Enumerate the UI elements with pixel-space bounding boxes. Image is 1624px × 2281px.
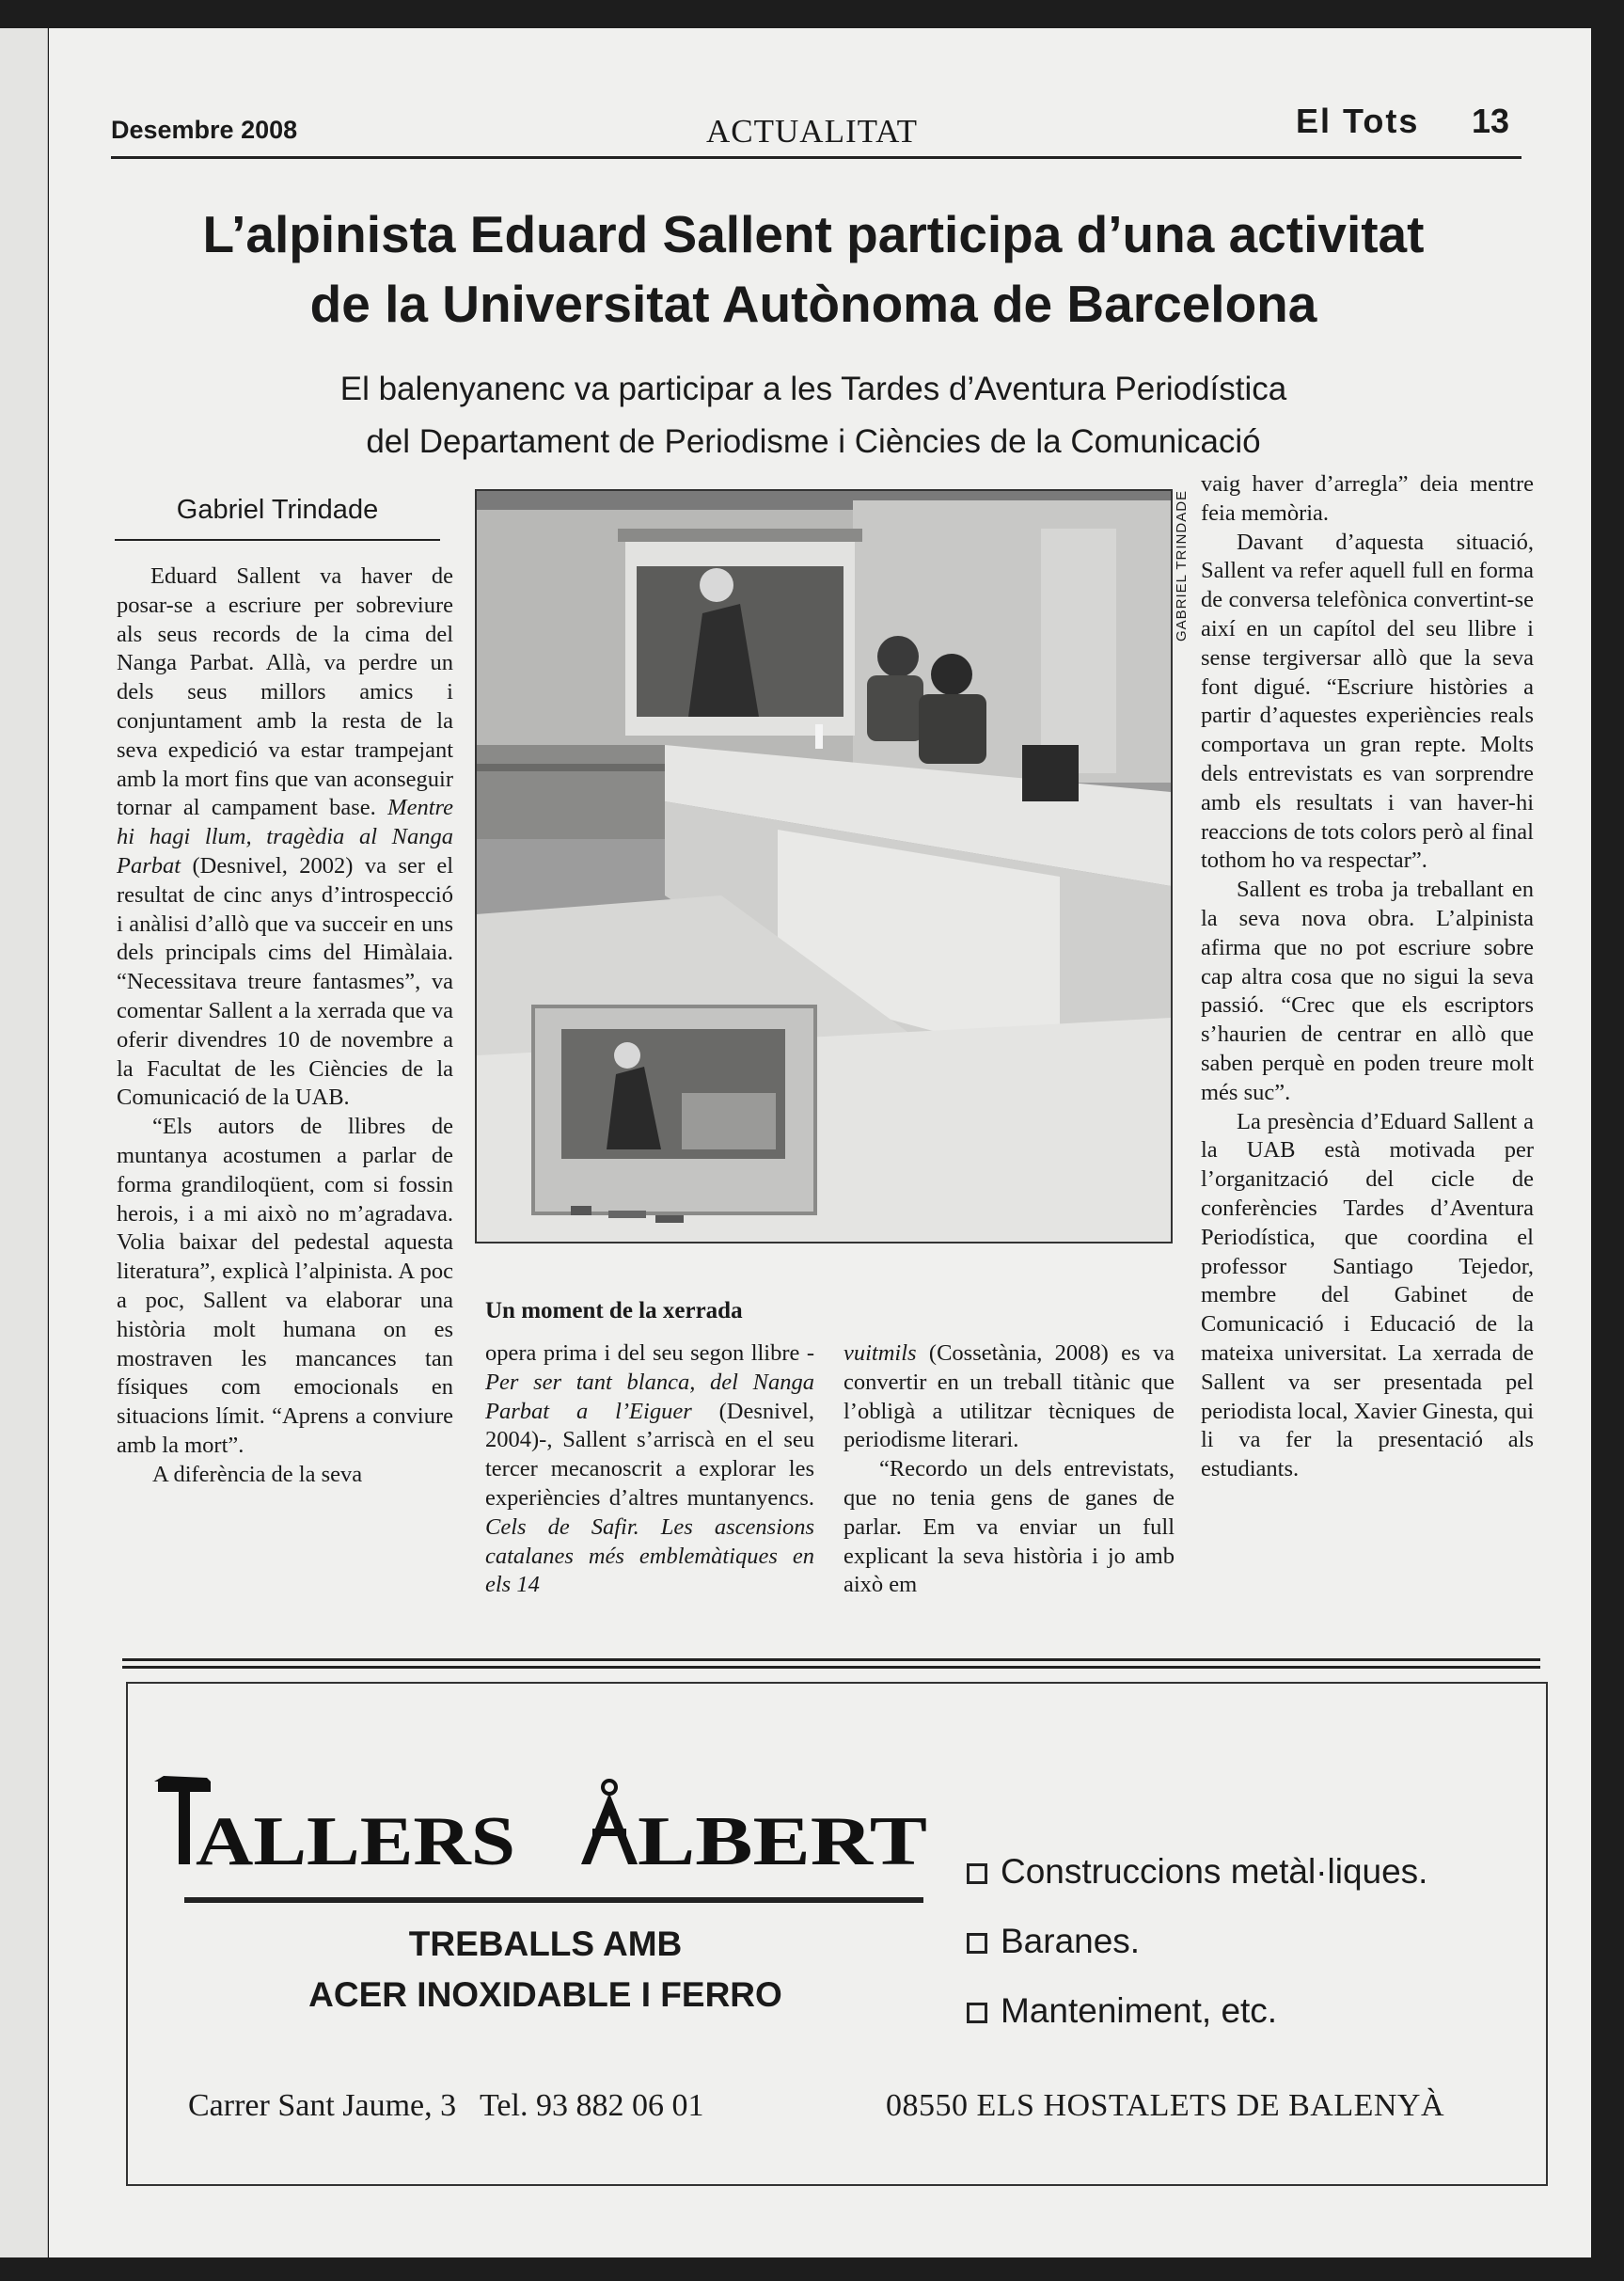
article-column-3 xyxy=(844,1339,1175,1600)
article-subtitle xyxy=(169,363,1458,468)
article-title-line2: de la Universitat Autònoma de Barcelona xyxy=(309,275,1317,333)
paragraph: opera prima i del seu segon llibre -Per ser tant blanca, del Nanga Parbat a l’Eiguer (Desnivel, 2004)-, Sallent s’arriscà en el seu tercer mecanoscrit a explorar les experiències d’altres muntanyencs. Cels de Safir. Les ascensions catalanes més emblemàtiques en els 14 xyxy=(485,1340,814,1598)
advert-tagline xyxy=(188,1919,903,2020)
article-subtitle-line2: del Departament de Periodisme i Ciències de la Comunicació xyxy=(366,423,1261,460)
publication-name: El Tots xyxy=(1296,102,1420,140)
article-column-2 xyxy=(485,1339,814,1600)
paragraph: Eduard Sallent va haver de posar-se a escriure per sobreviure als seus records de la cima del Nanga Parbat. Allà, va perdre un dels seus millors amics i conjuntament amb la resta de la seva expedició va estar trampejant amb la mort fins que van aconseguir tornar al campament base. Mentre hi hagi llum, tragèdia al Nanga Parbat (Desnivel, 2002) va ser el resultat de cinc anys d’introspecció i anàlisi d’allò que va succeir en uns dels principals cims del Himàlaia. “Necessitava treure fantasmes”, va comentar Sallent a la xerrada que va oferir divendres 10 de novembre a la Facultat de les Ciències de la Comunicació de la UAB. xyxy=(117,563,453,1111)
page-number: 13 xyxy=(1472,102,1510,140)
article-column-1 xyxy=(117,562,453,1490)
paragraph: La presència d’Eduard Sallent a la UAB està motivada per l’organització del cicle de conferències Tardes d’Aventura Periodística, que coordina el professor Santiago Tejedor, membre del Gabinet de Comunicació i Educació de la mateixa universitat. La xerrada de Sallent va ser presentada pel periodista local, Xavier Ginesta, qui li va fer la presentació als estudiants. xyxy=(1201,1108,1534,1482)
header-rule xyxy=(111,156,1522,159)
services-list xyxy=(967,1844,1427,2052)
logo-underline xyxy=(184,1897,923,1903)
advert-rule-bottom xyxy=(122,1666,1540,1669)
paragraph: A diferència de la seva xyxy=(152,1461,363,1487)
advert-rule-top xyxy=(122,1658,1540,1661)
advert-tagline-line2: ACER INOXIDABLE I FERRO xyxy=(308,1975,782,2014)
service-item: Manteniment, etc. xyxy=(967,1983,1427,2052)
paragraph: Davant d’aquesta situació, Sallent va refer aquell full en forma de conversa telefònica convertint-se així en un capítol del seu llibre i sense tergiversar allò que la seva font digué. “Escriure històries a partir d’aquestes experiències reals comportava un gran repte. Molts dels entrevistats es van sorprendre amb els resultats i van haver-hi reaccions de tots colors però al final tothom ho va respectar”. xyxy=(1201,529,1534,874)
advert-city: 08550 ELS HOSTALETS DE BALENYÀ xyxy=(886,2088,1445,2123)
issue-date: Desembre 2008 xyxy=(111,116,298,144)
checkbox-icon xyxy=(967,1933,987,1954)
paragraph: vaig haver d’arregla” deia mentre feia memòria. xyxy=(1201,471,1534,526)
photo-caption: Un moment de la xerrada xyxy=(485,1298,743,1323)
article-column-4 xyxy=(1201,470,1534,1484)
article-title xyxy=(94,199,1533,339)
service-item: Construccions metàl·liques. xyxy=(967,1844,1427,1913)
advert-address: Carrer Sant Jaume, 3 Tel. 93 882 06 01 xyxy=(188,2088,704,2123)
svg-text:ALLERS: ALLERS xyxy=(196,1803,515,1868)
checkbox-icon xyxy=(967,2003,987,2023)
checkbox-icon xyxy=(967,1863,987,1884)
article-title-line1: L’alpinista Eduard Sallent participa d’una activitat xyxy=(202,205,1425,263)
advert-tagline-line1: TREBALLS AMB xyxy=(408,1925,683,1963)
paragraph: “Els autors de llibres de muntanya acostumen a parlar de forma grandiloqüent, com si fossin herois, i a mi això no m’agradava. Volia baixar del pedestal aquesta literatura”, explicà l’alpinista. A poc a poc, Sallent va elaborar una història molt humana on es mostraven les mancances tan físiques com emocionals en situacions límit. “Aprens a conviure amb la mort”. xyxy=(117,1114,453,1458)
paragraph: vuitmils (Cossetània, 2008) es va convertir en un treball titànic que l’obligà a utilitzar tècniques de periodisme literari. xyxy=(844,1340,1175,1453)
service-item: Baranes. xyxy=(967,1913,1427,1983)
photo-credit: GABRIEL TRINDADE xyxy=(1174,489,1190,642)
paragraph: “Recordo un dels entrevistats, que no tenia gens de ganes de parlar. Em va enviar un full explicant la seva història i jo amb això em xyxy=(844,1456,1175,1598)
article-subtitle-line1: El balenyanenc va participar a les Tardes d’Aventura Periodística xyxy=(339,371,1287,407)
tallers-albert-logo xyxy=(150,1774,931,1868)
adjacent-page-edge xyxy=(0,28,48,2257)
section-name: ACTUALITAT xyxy=(706,113,918,150)
svg-text:LBERT: LBERT xyxy=(638,1803,927,1868)
event-photo xyxy=(475,489,1173,1243)
byline: Gabriel Trindade xyxy=(115,495,440,541)
paragraph: Sallent es troba ja treballant en la seva nova obra. L’alpinista afirma que no pot escriure sobre cap altra cosa que no sigui la seva passió. “Crec que els escriptors s’haurien de centrar en allò que saben perquè en poden treure molt més suc”. xyxy=(1201,877,1534,1105)
